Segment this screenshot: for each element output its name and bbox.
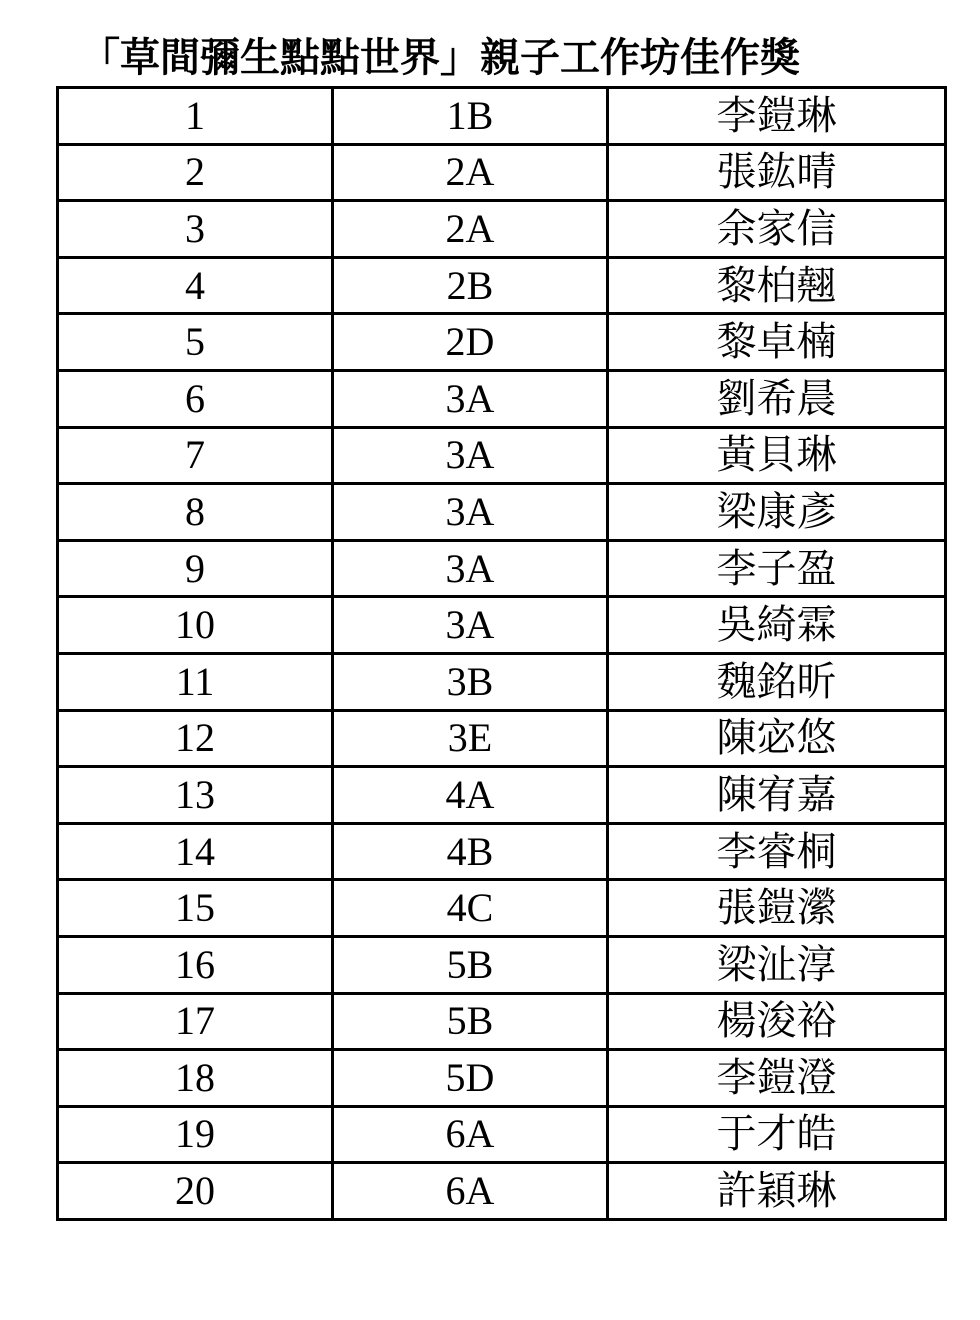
table-row bbox=[58, 1106, 946, 1163]
class-cell: 3A bbox=[333, 427, 608, 484]
student-name-cell: 吳綺霖 bbox=[608, 597, 946, 654]
class-cell: 5D bbox=[333, 1050, 608, 1107]
class-cell: 3E bbox=[333, 710, 608, 767]
class-cell: 1B bbox=[333, 88, 608, 145]
student-name-cell: 李子盈 bbox=[608, 540, 946, 597]
row-number-cell: 19 bbox=[58, 1106, 333, 1163]
class-cell: 4A bbox=[333, 767, 608, 824]
student-name-cell: 黎卓楠 bbox=[608, 314, 946, 371]
table-row bbox=[58, 540, 946, 597]
row-number-cell: 6 bbox=[58, 370, 333, 427]
student-name-cell: 李鎧琳 bbox=[608, 88, 946, 145]
table-row bbox=[58, 653, 946, 710]
table-row bbox=[58, 88, 946, 145]
table-row bbox=[58, 710, 946, 767]
table-row bbox=[58, 427, 946, 484]
table-row bbox=[58, 201, 946, 258]
table-row bbox=[58, 767, 946, 824]
student-name-cell: 梁沚淳 bbox=[608, 936, 946, 993]
class-cell: 5B bbox=[333, 936, 608, 993]
student-name-cell: 李鎧澄 bbox=[608, 1050, 946, 1107]
class-cell: 5B bbox=[333, 993, 608, 1050]
student-name-cell: 陳宓悠 bbox=[608, 710, 946, 767]
class-cell: 4B bbox=[333, 823, 608, 880]
row-number-cell: 5 bbox=[58, 314, 333, 371]
row-number-cell: 18 bbox=[58, 1050, 333, 1107]
table-row bbox=[58, 993, 946, 1050]
row-number-cell: 14 bbox=[58, 823, 333, 880]
award-table bbox=[56, 86, 947, 1221]
row-number-cell: 16 bbox=[58, 936, 333, 993]
class-cell: 2D bbox=[333, 314, 608, 371]
row-number-cell: 11 bbox=[58, 653, 333, 710]
student-name-cell: 黃貝琳 bbox=[608, 427, 946, 484]
student-name-cell: 張鎧瀠 bbox=[608, 880, 946, 937]
class-cell: 6A bbox=[333, 1163, 608, 1220]
student-name-cell: 魏銘昕 bbox=[608, 653, 946, 710]
student-name-cell: 李睿桐 bbox=[608, 823, 946, 880]
student-name-cell: 陳宥嘉 bbox=[608, 767, 946, 824]
table-row bbox=[58, 1163, 946, 1220]
table-row bbox=[58, 370, 946, 427]
class-cell: 3A bbox=[333, 540, 608, 597]
class-cell: 3A bbox=[333, 370, 608, 427]
student-name-cell: 楊浚裕 bbox=[608, 993, 946, 1050]
class-cell: 3A bbox=[333, 597, 608, 654]
row-number-cell: 20 bbox=[58, 1163, 333, 1220]
student-name-cell: 劉希晨 bbox=[608, 370, 946, 427]
table-row bbox=[58, 1050, 946, 1107]
class-cell: 6A bbox=[333, 1106, 608, 1163]
row-number-cell: 8 bbox=[58, 484, 333, 541]
student-name-cell: 于才皓 bbox=[608, 1106, 946, 1163]
award-table-body bbox=[58, 88, 946, 1220]
row-number-cell: 17 bbox=[58, 993, 333, 1050]
row-number-cell: 10 bbox=[58, 597, 333, 654]
document-title: 「草間彌生點點世界」親子工作坊佳作獎 bbox=[80, 35, 800, 81]
row-number-cell: 13 bbox=[58, 767, 333, 824]
table-row bbox=[58, 314, 946, 371]
row-number-cell: 3 bbox=[58, 201, 333, 258]
row-number-cell: 9 bbox=[58, 540, 333, 597]
table-row bbox=[58, 880, 946, 937]
class-cell: 2B bbox=[333, 257, 608, 314]
class-cell: 4C bbox=[333, 880, 608, 937]
student-name-cell: 余家信 bbox=[608, 201, 946, 258]
row-number-cell: 4 bbox=[58, 257, 333, 314]
table-row bbox=[58, 144, 946, 201]
student-name-cell: 許穎琳 bbox=[608, 1163, 946, 1220]
table-row bbox=[58, 257, 946, 314]
class-cell: 3B bbox=[333, 653, 608, 710]
class-cell: 2A bbox=[333, 144, 608, 201]
student-name-cell: 梁康彥 bbox=[608, 484, 946, 541]
table-row bbox=[58, 936, 946, 993]
table-row bbox=[58, 597, 946, 654]
row-number-cell: 1 bbox=[58, 88, 333, 145]
student-name-cell: 張鈜晴 bbox=[608, 144, 946, 201]
table-row bbox=[58, 823, 946, 880]
student-name-cell: 黎柏翹 bbox=[608, 257, 946, 314]
row-number-cell: 12 bbox=[58, 710, 333, 767]
class-cell: 3A bbox=[333, 484, 608, 541]
table-row bbox=[58, 484, 946, 541]
class-cell: 2A bbox=[333, 201, 608, 258]
row-number-cell: 15 bbox=[58, 880, 333, 937]
row-number-cell: 2 bbox=[58, 144, 333, 201]
row-number-cell: 7 bbox=[58, 427, 333, 484]
